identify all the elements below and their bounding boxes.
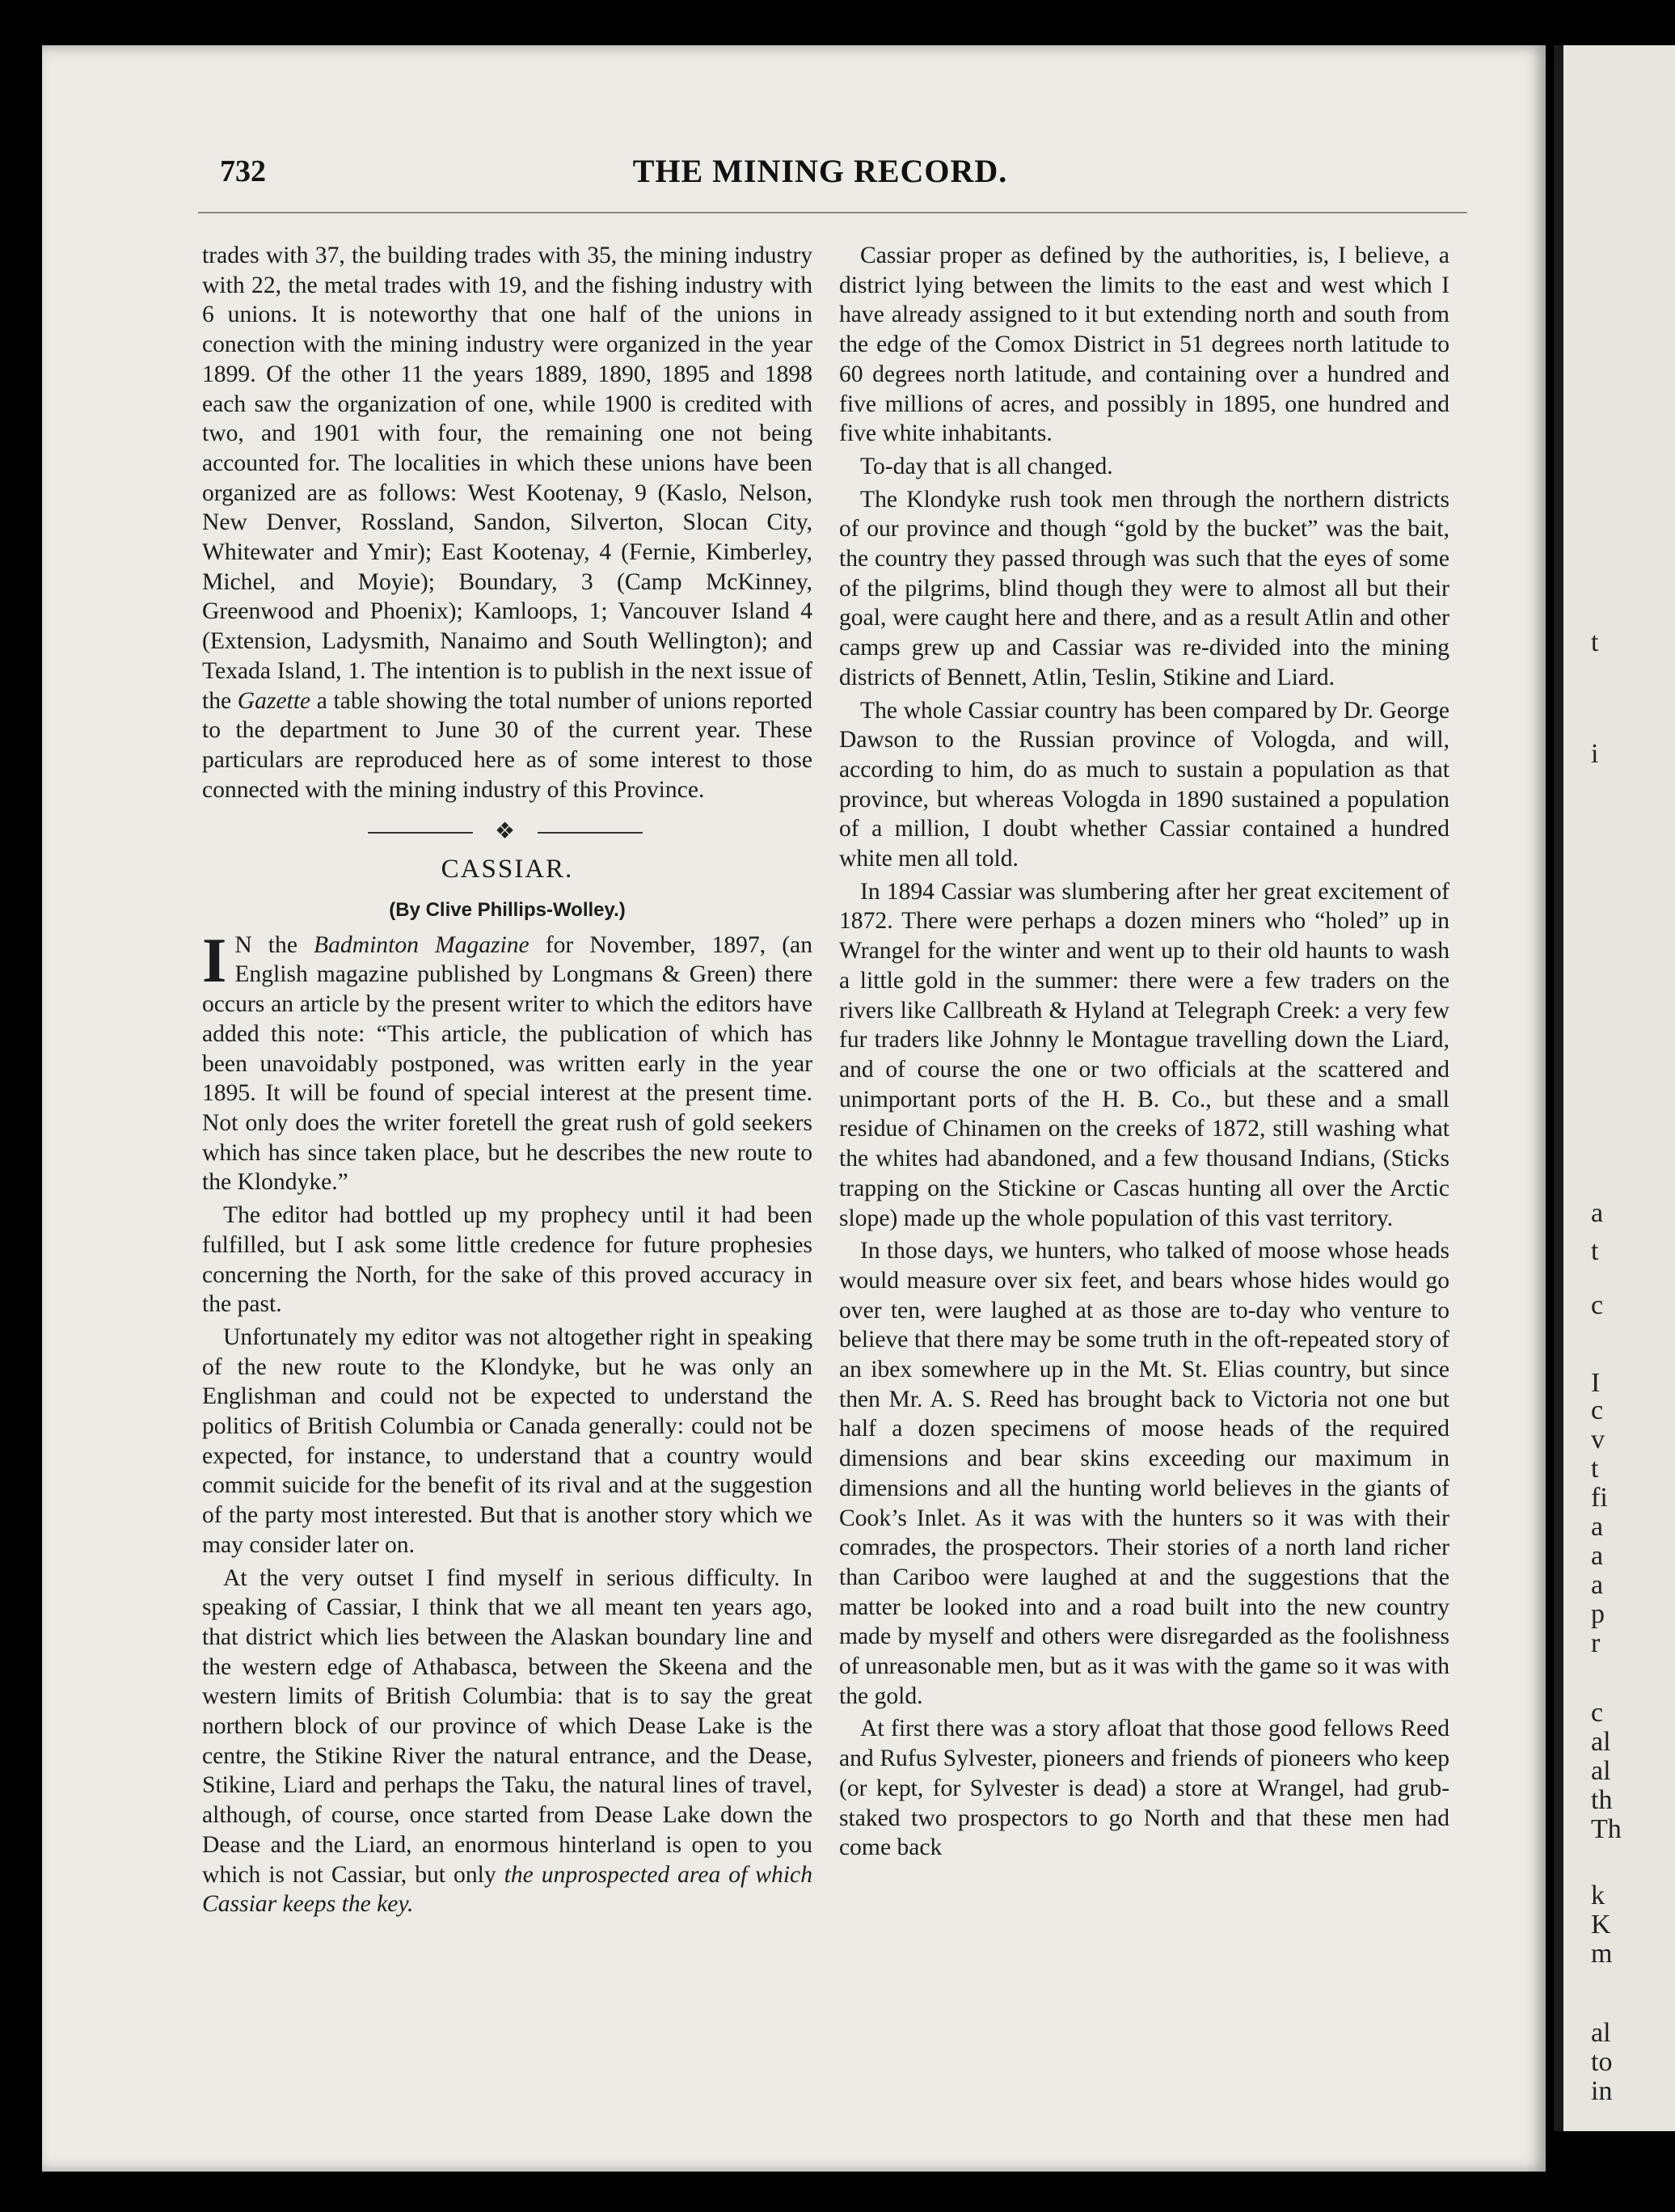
article-byline: (By Clive Phillips-Wolley.) — [389, 899, 626, 922]
article-paragraph: The editor had bottled up my prophecy until it had been fulfilled, but I ask some little credence for future prophesies concerning the North, for the sake of this proved accuracy in the past. — [202, 1202, 812, 1318]
continued-paragraph — [202, 241, 812, 804]
article-paragraph — [202, 1564, 812, 1919]
continued-text-tail: a table showing the total number of unions reported to the department to June 30 of the current year. These particulars are reproduced here as of some interest to those connected with the mining industry of this Province. — [202, 687, 812, 803]
next-page-fragment: c — [1591, 1395, 1604, 1425]
next-page-fragment: Th — [1591, 1814, 1622, 1844]
next-page-fragment: I — [1591, 1368, 1601, 1398]
next-page-fragment: th — [1591, 1785, 1613, 1815]
next-page-fragment: in — [1591, 2076, 1613, 2106]
article-paragraph: At first there was a story afloat that those good fellows Reed and Rufus Sylvester, pioneers and friends of pioneers who keep (or kept, for Sylvester is dead) a store at Wrangel, had grub-staked two prospectors to go North and that these men had come back — [839, 1716, 1449, 1861]
header-rule — [198, 212, 1467, 213]
article-paragraph: The whole Cassiar country has been compared by Dr. George Dawson to the Russian province of Vologda, and will, according to him, do as much to sustain a population as that province, but whereas Vologda in 1890 sustained a population of a million, I doubt whether Cassiar contained a hundred white men all told. — [839, 697, 1449, 872]
article-title: CASSIAR. — [441, 855, 574, 884]
next-page-fragment: al — [1591, 2018, 1611, 2048]
next-page-fragment: a — [1591, 1512, 1604, 1542]
next-page-fragment: i — [1591, 739, 1599, 769]
gazette-title: Gazette — [237, 687, 311, 714]
magazine-title: Badminton Magazine — [314, 931, 530, 958]
next-page-fragment: K — [1591, 1910, 1611, 1940]
paragraph-text: for November, 1897, (an English magazine published by Longmans & Green) there occurs an article by the present writer to which the editors have added this note: “This article, the publication of which has been unavoidably postponed, was written early in the year 1895. It will be found of special interest at the present time. Not only does the writer foretell the great rush of gold seekers which has since taken place, but he describes the new route to the Klondyke.” — [202, 931, 812, 1196]
next-page-fragment: c — [1591, 1290, 1604, 1320]
next-page-fragment: p — [1591, 1599, 1605, 1629]
emphasized-text: the unprospected area of which Cassiar keeps the key. — [202, 1861, 812, 1918]
next-page-fragment: a — [1591, 1541, 1604, 1571]
section-ornament — [202, 821, 812, 845]
right-column — [839, 241, 1449, 1863]
adjacent-page-edge — [1554, 45, 1675, 2131]
article-paragraph: The Klondyke rush took men through the northern districts of our province and though “gold by the bucket” was the bait, the country they passed through was such that the eyes of some of the pilgrims, blind though they were to almost all but their goal, were caught here and there, and as a result Atlin and other camps grew up and Cassiar was re-divided into the mining districts of Bennett, Atlin, Teslin, Stikine and Liard. — [839, 486, 1449, 690]
page-number: 732 — [220, 154, 266, 188]
next-page-fragment: to — [1591, 2047, 1613, 2077]
ornament-rule-left — [368, 832, 473, 834]
next-page-fragment: fi — [1591, 1483, 1608, 1513]
next-page-fragment: r — [1591, 1628, 1601, 1658]
article-paragraph: In 1894 Cassiar was slumbering after her great excitement of 1872. There were perhaps a dozen miners who “holed” up in Wrangel for the winter and went up to their old haunts to wash a little gold in the summer: there were a few traders on the rivers like Callbreath & Hyland at Telegraph Creek: a very few fur traders like Johnny le Montague travelling down the Liard, and of course the one or two officials at the scattered and unimportant ports of the H. B. Co., but these and a small residue of Chinamen on the creeks of 1872, still washing what the whites had abandoned, and a few thousand Indians, (Sticks trapping on the Stickine or Cascas hunting all over the Arctic slope) made up the whole population of this vast territory. — [839, 878, 1449, 1231]
next-page-fragment: c — [1591, 1698, 1604, 1728]
ornament-icon: ❖ — [495, 819, 516, 845]
next-page-fragment: t — [1591, 1454, 1599, 1484]
paragraph-text: N the — [234, 931, 314, 958]
next-page-fragment: a — [1591, 1570, 1604, 1600]
next-page-fragment: v — [1591, 1425, 1605, 1454]
left-column — [202, 241, 812, 1919]
continued-text: trades with 37, the building trades with 35, the mining industry with 22, the metal trades with 19, and the fishing industry with 6 unions. It is noteworthy that one half of the unions in conection with the mining industry were organized in the year 1899. Of the other 11 the years 1889, 1890, 1895 and 1898 each saw the organization of one, while 1900 is credited with two, and 1901 with four, the remaining one not being accounted for. The localities in which these unions have been organized are as follows: West Kootenay, 9 (Kaslo, Nelson, New Denver, Rossland, Sandon, Silverton, Slocan City, Whitewater and Ymir); East Kootenay, 4 (Fernie, Kimberley, Michel, and Moyie); Boundary, 3 (Camp McKinney, Greenwood and Phoenix); Kamloops, 1; Vancouver Island 4 (Extension, Ladysmith, Nanaimo and South Wellington); and Texada Island, 1. The intention is to publish in the next issue of the — [202, 243, 812, 714]
page-header — [179, 144, 1461, 192]
next-page-fragment: t — [1591, 627, 1599, 657]
ornament-rule-right — [538, 832, 643, 834]
next-page-fragment: m — [1591, 1939, 1613, 1969]
paragraph-text: At the very outset I find myself in serious difficulty. In speaking of Cassiar, I think that we all meant ten years ago, that district which lies between the Alaskan boundary line and the western edge of Athabasca, between the Skeena and the western limits of British Columbia: that is to say the great northern block of our province of which Dease Lake is the centre, the Stikine River the natural entrance, and the Dease, Stikine, Liard and perhaps the Taku, the natural lines of travel, although, of course, once started from Dease Lake down the Dease and the Liard, an enormous hinterland is open to you which is not Cassiar, but only — [202, 1564, 812, 1888]
next-page-fragment: k — [1591, 1881, 1605, 1910]
article-paragraph: Cassiar proper as defined by the authorities, is, I believe, a district lying between the limits to the east and west which I have already assigned to it but extending north and south from the edge of the Comox District in 51 degrees north latitude to 60 degrees north latitude, and containing over a hundred and five millions of acres, and possibly in 1895, one hundred and five white inhabitants. — [839, 243, 1449, 447]
article-paragraph — [202, 924, 812, 1197]
next-page-fragment: al — [1591, 1727, 1611, 1757]
next-page-fragment: t — [1591, 1236, 1599, 1266]
next-page-fragment: a — [1591, 1198, 1604, 1228]
running-title: THE MINING RECORD. — [632, 153, 1008, 189]
article-paragraph: In those days, we hunters, who talked of moose whose heads would measure over six feet, and bears whose hides would go over ten, were laughed at as those are to-day who venture to believe that there may be some truth in the oft-repeated story of an ibex somewhere up in the Mt. St. Elias country, but since then Mr. A. S. Reed has brought back to Victoria not one but half a dozen specimens of moose heads of the required dimensions and bear skins exceeding our maximum in dimensions and all the hunting world believes in the giants of Cook’s Inlet. As it was with the hunters so it was with their comrades, the prospectors. Their stories of a north land richer than Cariboo were laughed at and the suggestions that the matter be looked into and a road built into the new country made by myself and others were disregarded as the foolishness of unreasonable men, but as it was with the game so it was with the gold. — [839, 1238, 1449, 1709]
drop-cap: I — [202, 924, 227, 995]
next-page-fragment: al — [1591, 1756, 1611, 1786]
article-paragraph: Unfortunately my editor was not altogether right in speaking of the new route to the Klondyke, but he was only an Englishman and could not be expected to understand the politics of British Columbia or Canada generally: could not be expected, for instance, to understand that a country would commit suicide for the benefit of its rival and at the suggestion of the party most interested. But that is another story which we may consider later on. — [202, 1323, 812, 1558]
article-paragraph: To-day that is all changed. — [860, 453, 1113, 479]
